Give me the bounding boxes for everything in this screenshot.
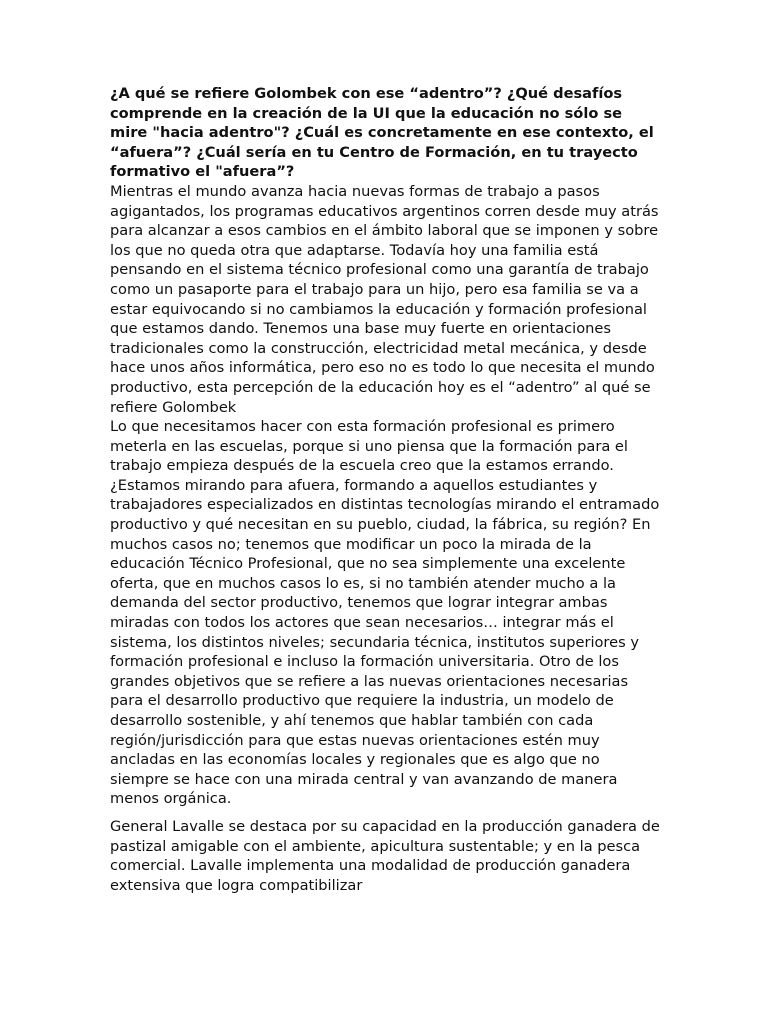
paragraph-afuera: ¿Estamos mirando para afuera, formando a aquellos estudiantes y trabajadores especializados en distintas tecnologías mirando el entramado productivo y qué necesitan en su pueblo, ciudad, la fábrica, su región? En muchos casos no; tenemos que modificar un poco la mirada de la educación Técnico Profesional, que no sea simplemente una excelente oferta, que en muchos casos lo es, si no también atender mucho a la demanda del sector productivo, tenemos que lograr integrar ambas miradas con todos los actores que sean necesarios… integrar más el sistema, los distintos niveles; secundaria técnica, institutos superiores y formación profesional e incluso la formación universitaria. Otro de los grandes objetivos que se refiere a las nuevas orientaciones necesarias para el desarrollo productivo que requiere la industria, un modelo de desarrollo sostenible, y ahí tenemos que hablar también con cada región/jurisdicción para que estas nuevas orientaciones estén muy ancladas en las economías locales y regionales que es algo que no siempre se hace con una mirada central y van avanzando de manera menos orgánica. xyxy=(110,476,660,808)
document-page xyxy=(110,84,662,895)
paragraph-general-lavalle: General Lavalle se destaca por su capacidad en la producción ganadera de pastizal amigable con el ambiente, apicultura sustentable; y en la pesca comercial. Lavalle implementa una modalidad de producción ganadera extensiva que logra compatibilizar xyxy=(110,817,660,894)
paragraph-formacion: Lo que necesitamos hacer con esta formación profesional es primero meterla en las escuelas, porque si uno piensa que la formación para el trabajo empieza después de la escuela creo que la estamos errando. xyxy=(110,418,628,475)
paragraph-adentro: Mientras el mundo avanza hacia nuevas formas de trabajo a pasos agigantados, los programas educativos argentinos corren desde muy atrás para alcanzar a esos cambios en el ámbito laboral que se imponen y sobre los que no queda otra que adaptarse. Todavía hoy una familia está pensando en el sistema técnico profesional como una garantía de trabajo como un pasaporte para el trabajo para un hijo, pero esa familia se va a estar equivocando si no cambiamos la educación y formación profesional que estamos dando. Tenemos una base muy fuerte en orientaciones tradicionales como la construcción, electricidad metal mecánica, y desde hace unos años informática, pero eso no es todo lo que necesita el mundo productivo, esta percepción de la educación hoy es el “adentro” al qué se refiere Golombek xyxy=(110,182,659,416)
document-heading: ¿A qué se refiere Golombek con ese “adentro”? ¿Qué desafíos comprende en la creación de la UI que la educación no sólo se mire "hacia adentro"? ¿Cuál es concretamente en ese contexto, el “afuera”? ¿Cuál sería en tu Centro de Formación, en tu trayecto formativo el "afuera”? xyxy=(110,85,654,181)
